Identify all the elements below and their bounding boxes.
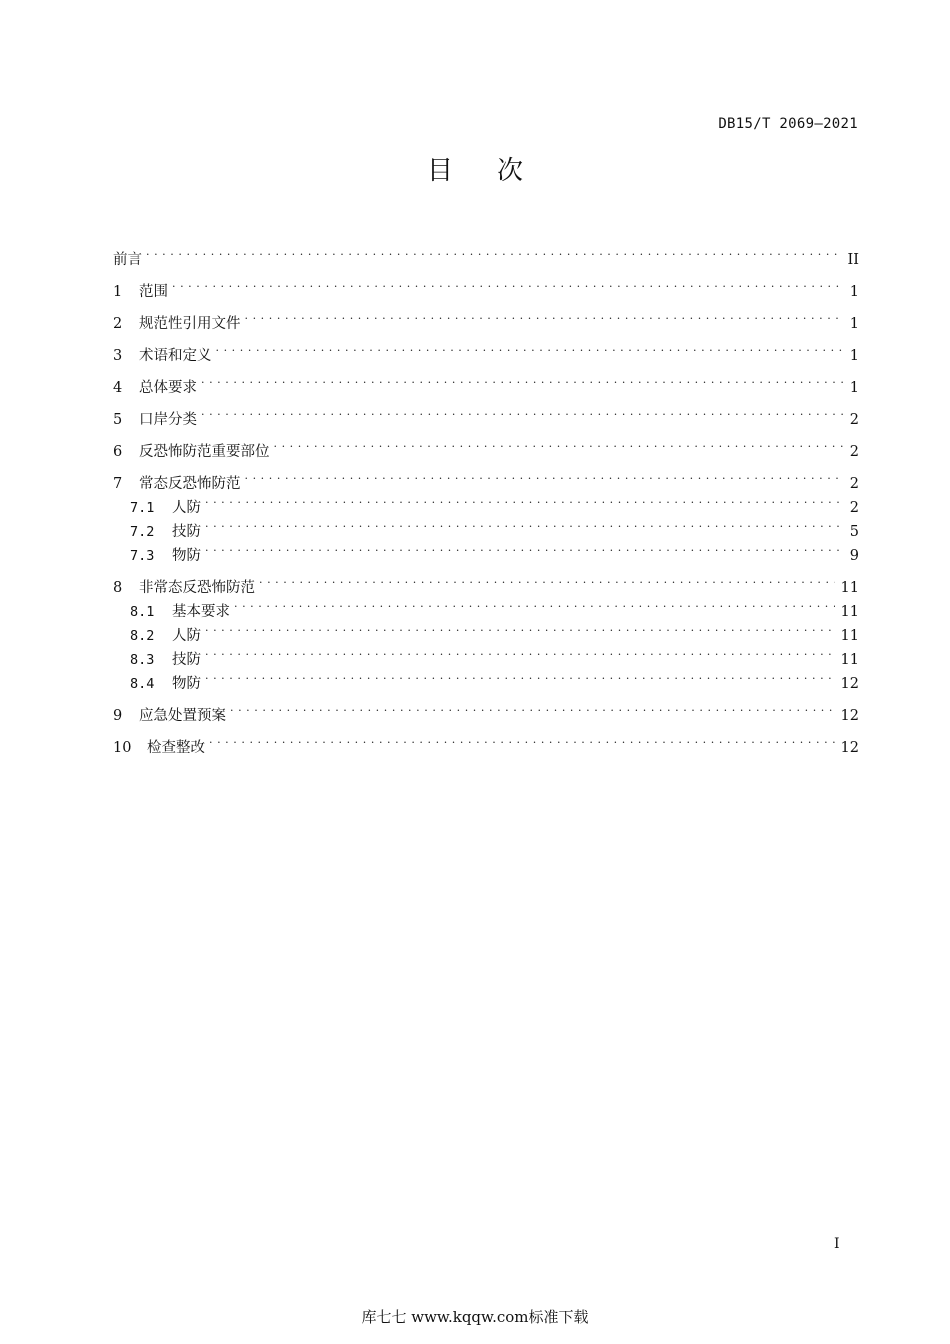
toc-entry-page: 1	[849, 348, 859, 364]
toc-leader-dots	[230, 696, 835, 720]
toc-entry-page: 2	[849, 500, 859, 516]
toc-entry-page: 2	[849, 476, 859, 492]
toc-entry-number: 6	[113, 444, 123, 460]
toc-entry-number: 7.2	[130, 524, 155, 540]
toc-entry-page: 12	[840, 676, 859, 692]
footer-watermark: 库七七 www.kqqw.com标准下载	[361, 1308, 589, 1326]
toc-leader-dots	[205, 616, 835, 640]
toc-entry-label: 反恐怖防范重要部位	[139, 444, 270, 460]
toc-entry-number: 8.1	[130, 604, 155, 620]
toc-entry-number: 5	[113, 412, 123, 428]
toc-leader-dots	[259, 568, 835, 592]
standard-number: DB15/T 2069—2021	[718, 116, 858, 132]
toc-leader-dots	[216, 336, 844, 360]
toc-entry-number: 4	[113, 380, 123, 396]
toc-entry-number: 1	[113, 284, 123, 300]
toc-entry-number: 8.2	[130, 628, 155, 644]
table-of-contents	[113, 240, 859, 756]
toc-entry-number: 7	[113, 476, 123, 492]
toc-entry-label: 范围	[139, 284, 168, 300]
toc-entry-number: 7.3	[130, 548, 155, 564]
toc-leader-dots	[234, 592, 835, 616]
toc-entry-page: 11	[840, 580, 859, 596]
toc-leader-dots	[205, 640, 835, 664]
toc-leader-dots	[205, 512, 843, 536]
toc-entry[interactable]	[113, 464, 859, 492]
toc-entry-label: 检查整改	[147, 740, 205, 756]
toc-entry-label: 人防	[172, 500, 201, 516]
toc-entry-page: II	[847, 252, 859, 268]
toc-entry-label: 技防	[172, 524, 201, 540]
toc-entry-label: 人防	[172, 628, 201, 644]
toc-subentry[interactable]	[113, 488, 859, 516]
toc-entry-label: 技防	[172, 652, 201, 668]
toc-subentry[interactable]	[113, 512, 859, 540]
toc-entry[interactable]	[113, 432, 859, 460]
toc-entry-label: 口岸分类	[139, 412, 197, 428]
toc-entry[interactable]	[113, 568, 859, 596]
toc-entry-label: 物防	[172, 548, 201, 564]
toc-entry-page: 9	[849, 548, 859, 564]
toc-entry[interactable]	[113, 272, 859, 300]
toc-leader-dots	[245, 464, 844, 488]
toc-leader-dots	[209, 728, 835, 752]
toc-entry[interactable]	[113, 240, 859, 268]
toc-entry-number: 8	[113, 580, 123, 596]
toc-entry-page: 1	[849, 284, 859, 300]
toc-entry-page: 11	[840, 604, 859, 620]
toc-entry-page: 1	[849, 316, 859, 332]
toc-entry[interactable]	[113, 728, 859, 756]
toc-entry-number: 3	[113, 348, 123, 364]
toc-entry-number: 8.3	[130, 652, 155, 668]
toc-entry-page: 11	[840, 652, 859, 668]
toc-subentry[interactable]	[113, 536, 859, 564]
toc-entry-label: 前言	[113, 252, 142, 268]
toc-entry-number: 2	[113, 316, 123, 332]
toc-entry[interactable]	[113, 696, 859, 724]
toc-leader-dots	[245, 304, 844, 328]
toc-entry-number: 9	[113, 708, 123, 724]
toc-entry[interactable]	[113, 304, 859, 332]
toc-entry-page: 12	[840, 740, 859, 756]
toc-entry[interactable]	[113, 336, 859, 364]
toc-entry[interactable]	[113, 368, 859, 396]
toc-entry-label: 术语和定义	[139, 348, 212, 364]
toc-entry-page: 11	[840, 628, 859, 644]
toc-leader-dots	[201, 368, 843, 392]
toc-entry-label: 总体要求	[139, 380, 197, 396]
toc-entry-label: 应急处置预案	[139, 708, 226, 724]
toc-leader-dots	[274, 432, 844, 456]
page-number: I	[834, 1236, 840, 1252]
toc-subentry[interactable]	[113, 640, 859, 668]
toc-leader-dots	[205, 488, 843, 512]
toc-leader-dots	[205, 664, 835, 688]
toc-entry-label: 基本要求	[172, 604, 230, 620]
toc-entry-number: 8.4	[130, 676, 155, 692]
toc-entry-label: 规范性引用文件	[139, 316, 241, 332]
toc-entry-page: 5	[849, 524, 859, 540]
toc-entry-page: 2	[849, 444, 859, 460]
toc-entry-number: 7.1	[130, 500, 155, 516]
toc-leader-dots	[205, 536, 843, 560]
toc-leader-dots	[146, 240, 842, 264]
toc-leader-dots	[201, 400, 843, 424]
toc-subentry[interactable]	[113, 616, 859, 644]
toc-entry-page: 12	[840, 708, 859, 724]
page-title: 目次	[426, 156, 567, 186]
toc-entry-page: 1	[849, 380, 859, 396]
toc-subentry[interactable]	[113, 664, 859, 692]
toc-entry[interactable]	[113, 400, 859, 428]
toc-entry-label: 常态反恐怖防范	[139, 476, 241, 492]
toc-leader-dots	[172, 272, 843, 296]
toc-entry-page: 2	[849, 412, 859, 428]
toc-entry-label: 非常态反恐怖防范	[139, 580, 255, 596]
toc-entry-label: 物防	[172, 676, 201, 692]
toc-entry-number: 10	[113, 740, 132, 756]
